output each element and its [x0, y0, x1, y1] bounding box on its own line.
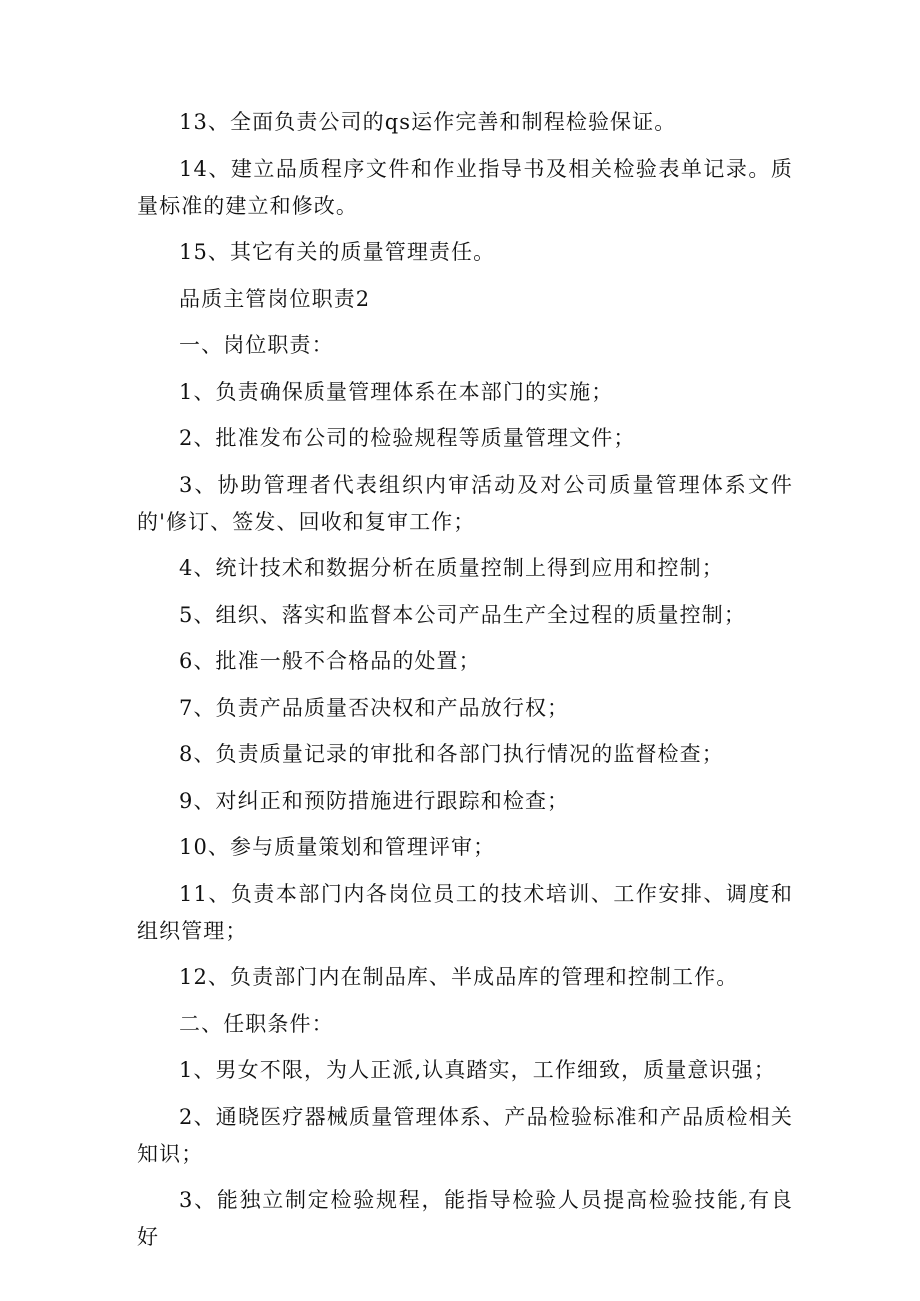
- duty-item-8: 8、负责质量记录的审批和各部门执行情况的监督检查；: [179, 742, 724, 766]
- duty-item-10: 10、参与质量策划和管理评审；: [179, 835, 496, 859]
- paragraph-13: 13、全面负责公司的qs运作完善和制程检验保证。: [179, 110, 677, 134]
- section-heading-duties: 一、岗位职责：: [179, 333, 334, 357]
- duty-item-1: 1、负责确保质量管理体系在本部门的实施；: [179, 379, 614, 404]
- duty-item-2: 2、批准发布公司的检验规程等质量管理文件；: [179, 426, 636, 450]
- duty-item-3: 3、协助管理者代表组织内审活动及对公司质量管理体系文件的'修订、签发、回收和复审工作；: [137, 472, 793, 534]
- duty-item-6: 6、批准一般不合格品的处置；: [179, 649, 481, 673]
- qualification-item-1: 1、男女不限，为人正派,认真踏实，工作细致，质量意识强；: [179, 1058, 776, 1082]
- paragraph-15: 15、其它有关的质量管理责任。: [179, 240, 496, 264]
- qualification-item-2: 2、通晓医疗器械质量管理体系、产品检验标准和产品质检相关知识；: [137, 1104, 793, 1166]
- paragraph-14: 14、建立品质程序文件和作业指导书及相关检验表单记录。质量标准的建立和修改。: [137, 156, 793, 218]
- duty-item-7: 7、负责产品质量否决权和产品放行权；: [179, 695, 570, 720]
- duty-item-4: 4、统计技术和数据分析在质量控制上得到应用和控制；: [179, 556, 724, 580]
- section-title: 品质主管岗位职责2: [179, 286, 371, 311]
- section-heading-qualifications: 二、任职条件：: [179, 1011, 334, 1036]
- duty-item-11: 11、负责本部门内各岗位员工的技术培训、工作安排、调度和组织管理；: [137, 881, 793, 943]
- document-body: [137, 104, 793, 1266]
- duty-item-9: 9、对纠正和预防措施进行跟踪和检查；: [179, 788, 570, 813]
- duty-item-12: 12、负责部门内在制品库、半成品库的管理和控制工作。: [179, 965, 739, 989]
- qualification-item-3: 3、能独立制定检验规程，能指导检验人员提高检验技能,有良好: [137, 1188, 793, 1249]
- duty-item-5: 5、组织、落实和监督本公司产品生产全过程的质量控制；: [179, 602, 746, 627]
